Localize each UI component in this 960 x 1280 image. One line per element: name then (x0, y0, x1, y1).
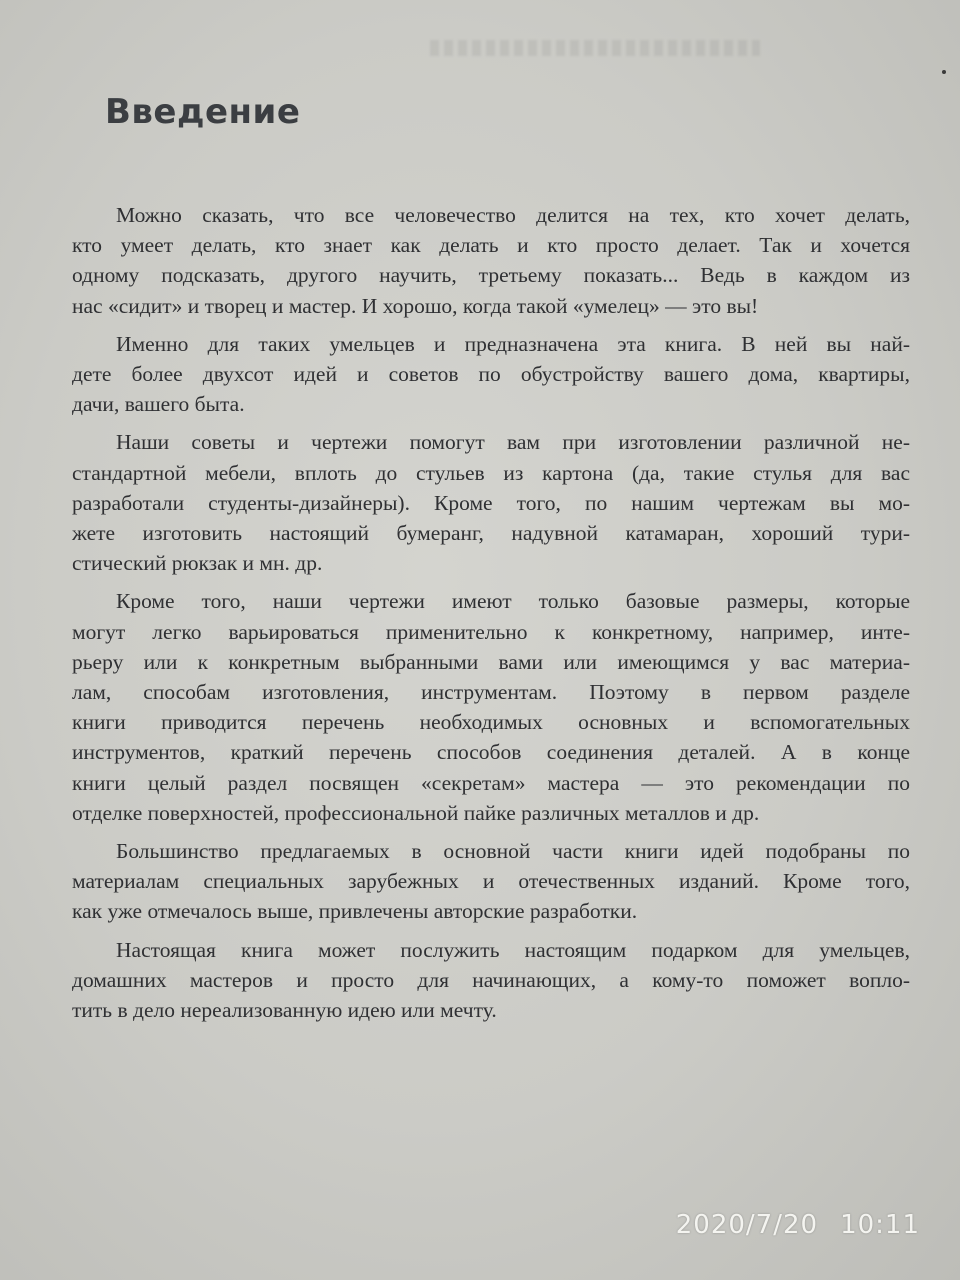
text-line: лам, способам изготовления, инструментам. Поэтому в первом разделе (72, 680, 910, 705)
text-line: отделке поверхностей, профессиональной пайке различных металлов и др. (72, 800, 760, 825)
text-line: рьеру или к конкретным выбранными вами или имеющимся у вас материа- (72, 649, 910, 674)
text-line: Настоящая книга может послужить настоящим подарком для умельцев, (116, 937, 910, 962)
text-line: одному подсказать, другого научить, третьему показать... Ведь в каждом из (72, 263, 910, 288)
text-line: Большинство предлагаемых в основной части книги идей подобраны по (116, 839, 910, 864)
text-line: Наши советы и чертежи помогут вам при изготовлении различной не- (116, 430, 910, 455)
text-line: жете изготовить настоящий бумеранг, надувной катамаран, хороший тури- (72, 521, 910, 546)
text-line: книги приводится перечень необходимых основных и вспомогательных (72, 710, 910, 735)
text-line: как уже отмечалось выше, привлечены авторские разработки. (72, 899, 638, 924)
text-line: разработали студенты-дизайнеры). Кроме того, по нашим чертежам вы мо- (72, 490, 910, 515)
timestamp-date: 2020/7/20 (675, 1210, 819, 1240)
dust-speck (942, 70, 946, 74)
text-line: могут легко варьироваться применительно к конкретному, например, инте- (72, 619, 910, 644)
body-text (72, 200, 910, 1033)
paragraph (72, 836, 910, 927)
text-line: дете более двухсот идей и советов по обустройству вашего дома, квартиры, (72, 362, 910, 387)
bleed-through-text (430, 40, 760, 56)
text-line: Кроме того, наши чертежи имеют только базовые размеры, которые (116, 589, 910, 614)
text-line: дачи, вашего быта. (72, 392, 245, 417)
page-title: Введение (105, 92, 301, 132)
paragraph (72, 586, 910, 828)
text-line: Можно сказать, что все человечество делится на тех, кто хочет делать, (116, 203, 910, 227)
text-line: кто умеет делать, кто знает как делать и кто просто делает. Так и хочется (72, 233, 910, 258)
paragraph (72, 329, 910, 420)
text-line: материалам специальных зарубежных и отечественных изданий. Кроме того, (72, 869, 910, 894)
photo-timestamp (676, 1210, 920, 1240)
timestamp-time: 10:11 (840, 1210, 920, 1240)
text-line: нас «сидит» и творец и мастер. И хорошо, когда такой «умелец» — это вы! (72, 293, 759, 318)
text-line: домашних мастеров и просто для начинающих, а кому-то поможет вопло- (72, 967, 910, 992)
text-line: Именно для таких умельцев и предназначена эта книга. В ней вы най- (116, 331, 910, 356)
paragraph (72, 200, 910, 321)
text-line: инструментов, краткий перечень способов соединения деталей. А в конце (72, 740, 910, 765)
text-line: стандартной мебели, вплоть до стульев из картона (да, такие стулья для вас (72, 460, 910, 485)
text-line: тить в дело нереализованную идею или мечту. (72, 998, 497, 1023)
text-line: книги целый раздел посвящен «секретам» мастера — это рекомендации по (72, 770, 910, 795)
text-line: стический рюкзак и мн. др. (72, 551, 323, 576)
paragraph (72, 427, 910, 578)
paragraph (72, 935, 910, 1026)
